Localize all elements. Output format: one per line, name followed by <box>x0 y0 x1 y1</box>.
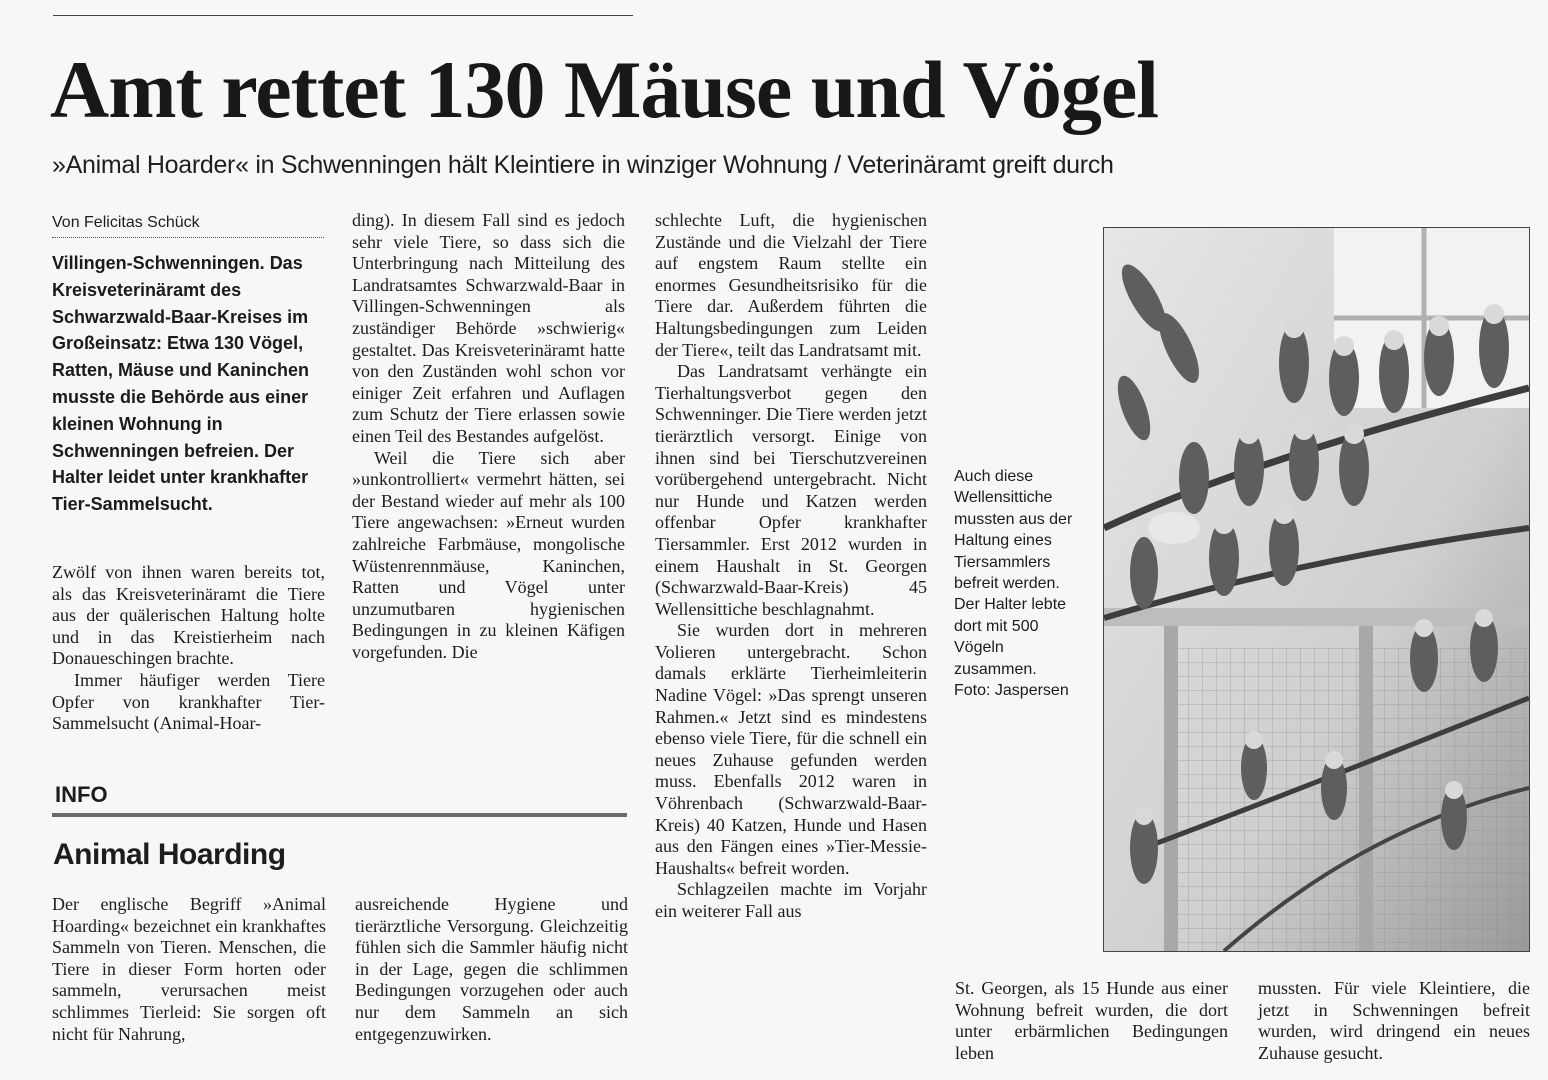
article-column-3 <box>655 210 927 923</box>
photo-caption <box>954 466 1089 701</box>
article-paragraph: St. Georgen, als 15 Hunde aus einer Wohnung befreit wurden, die dort unter erbärmlichen Bedingungen leben <box>955 978 1228 1063</box>
article-column-4 <box>955 978 1228 1064</box>
photo-credit: Foto: Jaspersen <box>954 682 1069 700</box>
article-column-5 <box>1258 978 1530 1064</box>
article-paragraph: schlechte Luft, die hygienischen Zustände und die Vielzahl der Tiere auf engstem Raum stellte ein enormes Gesundheitsrisiko für die Tiere dar. Außerdem führten die Haltungsbedingungen zum Leiden der Tiere«, teilt das Landratsamt mit. <box>655 210 927 360</box>
info-box-column-2 <box>355 894 628 1045</box>
top-rule <box>53 15 633 16</box>
info-paragraph: Der englische Begriff »Animal Hoarding« bezeichnet ein krankhaftes Sammeln von Tieren. Menschen, die Tiere in dieser Form horten oder sammeln, verursachen meist schlimmes Tierleid: Sie sorgen oft nicht für Nahrung, <box>52 894 326 1044</box>
article-paragraph: Das Landratsamt verhängte ein Tierhaltungsverbot gegen den Schwenninger. Die Tiere werden jetzt tierärztlich versorgt. Einige von ihnen sind bei Tierschutzvereinen vorübergehend untergebracht. Nicht nur Hunde und Katzen werden offenbar Opfer krankhafter Tiersammler. Erst 2012 wurden in einem Haushalt in St. Georgen (Schwarzwald-Baar-Kreis) 45 Wellensittiche beschlagnahmt. <box>655 361 927 619</box>
article-column-1 <box>52 562 325 735</box>
article-paragraph: Immer häufiger werden Tiere Opfer von krankhafter Tier-Sammelsucht (Animal-Hoar- <box>52 669 325 734</box>
info-box-rule <box>52 813 627 817</box>
article-subheadline: »Animal Hoarder« in Schwenningen hält Kleintiere in winziger Wohnung / Veterinäramt greift durch <box>52 151 1114 179</box>
budgerigar-photo <box>1103 227 1530 952</box>
article-paragraph: ding). In diesem Fall sind es jedoch sehr viele Tiere, so dass sich die Unterbringung nach Mitteilung des Landratsamtes Schwarzwald-Baar in Villingen-Schwenningen als zuständiger Behörde »schwierig« gestaltet. Das Kreisveterinäramt hatte von den Zuständen wohl schon vor einiger Zeit erfahren und Auflagen zum Schutz der Tiere erlassen sowie einen Teil des Bestandes aufgelöst. <box>352 210 625 446</box>
photo-caption-text: Auch diese Wellensittiche mussten aus der Haltung eines Tiersammlers befreit werden. Der Halter lebte dort mit 500 Vögeln zusammen. <box>954 468 1073 678</box>
article-paragraph: Weil die Tiere sich aber »unkontrolliert« vermehrt hätten, sei der Bestand wieder auf mehr als 100 Tiere angewachsen: »Erneut wurden zahlreiche Farbmäuse, mongolische Wüstenrennmäuse, Kaninchen, Ratten und Vögel unter unzumutbaren hygienischen Bedingungen in zu kleinen Käfigen vorgefunden. Die <box>352 447 625 662</box>
article-column-2 <box>352 210 625 663</box>
info-box-title: Animal Hoarding <box>53 838 286 871</box>
info-box-body <box>52 894 326 1045</box>
info-paragraph: ausreichende Hygiene und tierärztliche Versorgung. Gleichzeitig fühlen sich die Sammler häufig nicht in der Lage, gegen die schlimmen Bedingungen vorzugehen oder auch nur dem Sammeln an sich entgegenzuwirken. <box>355 894 628 1044</box>
article-paragraph: mussten. Für viele Kleintiere, die jetzt in Schwenningen befreit wurden, wird dringend ein neues Zuhause gesucht. <box>1258 978 1530 1063</box>
article-paragraph: Sie wurden dort in mehreren Volieren untergebracht. Schon damals erklärte Tierheimleiterin Nadine Vögel: »Das sprengt unseren Rahmen.« Jetzt sind es mindestens ebenso viele Tiere, für die schnell ein neues Zuhause gefunden werden muss. Ebenfalls 2012 waren in Vöhrenbach (Schwarzwald-Baar-Kreis) 40 Katzen, Hunde und Hasen aus den Fängen eines »Tier-Messie-Haushalts« befreit worden. <box>655 620 927 878</box>
article-byline: Von Felicitas Schück <box>52 212 324 238</box>
article-headline: Amt rettet 130 Mäuse und Vögel <box>50 44 1158 135</box>
article-lead: Villingen-Schwenningen. Das Kreisveterinäramt des Schwarzwald-Baar-Kreises im Großeinsatz: Etwa 130 Vögel, Ratten, Mäuse und Kaninchen musste die Behörde aus einer kleinen Wohnung in Schwenningen befreien. Der Halter leidet unter krankhafter Tier-Sammelsucht. <box>52 253 310 515</box>
article-paragraph: Schlagzeilen machte im Vorjahr ein weiterer Fall aus <box>655 879 927 921</box>
article-paragraph: Zwölf von ihnen waren bereits tot, als das Kreisveterinäramt die Tiere aus der quälerischen Haltung holte und in das Kreistierheim nach Donaueschingen brachte. <box>52 562 325 669</box>
budgerigar-photo-image <box>1104 228 1529 951</box>
info-box-label: INFO <box>55 782 108 807</box>
